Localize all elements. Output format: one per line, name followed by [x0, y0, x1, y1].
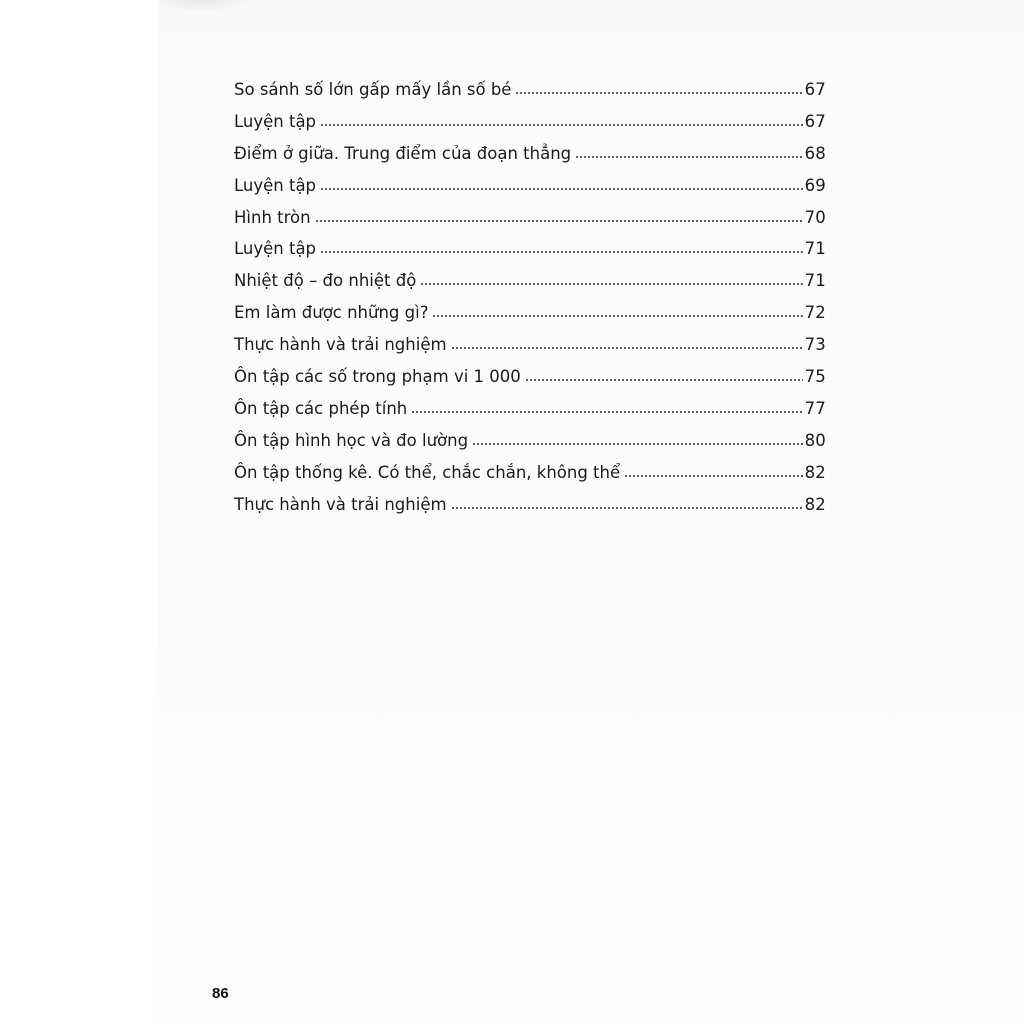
- toc-entry: [234, 74, 826, 106]
- toc-entry: [234, 457, 826, 489]
- toc-entry-title: Thực hành và trải nghiệm: [234, 494, 447, 514]
- dot-leader: [320, 188, 803, 190]
- page-number: 86: [212, 985, 229, 1002]
- toc-entry-title: Ôn tập hình học và đo lường: [234, 430, 469, 450]
- toc-entry-title: Điểm ở giữa. Trung điểm của đoạn thẳng: [234, 143, 572, 163]
- dot-leader: [320, 124, 803, 126]
- toc-entry-page-number: 67: [804, 111, 826, 131]
- dot-leader: [624, 475, 802, 477]
- toc-entry-page-number: 71: [804, 271, 826, 291]
- toc-entry: [234, 425, 826, 457]
- toc-entry-page-number: 73: [804, 335, 826, 355]
- toc-entry-title: Thực hành và trải nghiệm: [234, 335, 447, 355]
- toc-entry-page-number: 67: [804, 80, 826, 99]
- toc-entry: [234, 170, 826, 202]
- toc-entry-page-number: 71: [804, 239, 826, 259]
- toc-entry-title: Ôn tập các số trong phạm vi 1 000: [234, 367, 521, 387]
- page-corner-shadow: [158, 0, 248, 12]
- dot-leader: [315, 220, 803, 222]
- dot-leader: [472, 443, 803, 445]
- toc-entry-page-number: 82: [804, 462, 826, 482]
- toc-entry: [234, 265, 826, 297]
- toc-entry-title: Em làm được những gì?: [234, 303, 429, 323]
- toc-entry-page-number: 77: [804, 398, 826, 418]
- dot-leader: [432, 315, 802, 317]
- toc-entry-title: Luyện tập: [234, 175, 317, 195]
- toc-entry: [234, 233, 826, 265]
- toc-entry: [234, 489, 826, 521]
- toc-entry: [234, 297, 826, 329]
- toc-entry: [234, 361, 826, 393]
- toc-entry-page-number: 80: [804, 430, 826, 450]
- toc-entry-title: Luyện tập: [234, 111, 317, 131]
- toc-entry-title: Ôn tập thống kê. Có thể, chắc chắn, không thể: [234, 462, 621, 482]
- toc-entry-page-number: 75: [804, 367, 826, 387]
- dot-leader: [575, 156, 802, 158]
- page-margin-background: [0, 0, 158, 1024]
- dot-leader: [320, 251, 803, 253]
- toc-entry: [234, 202, 826, 234]
- dot-leader: [420, 283, 802, 285]
- toc-entry: [234, 138, 826, 170]
- toc-entry-page-number: 68: [804, 143, 826, 163]
- table-of-contents: [234, 74, 826, 520]
- toc-entry: [234, 106, 826, 138]
- toc-entry-title: So sánh số lớn gấp mấy lần số bé: [234, 80, 512, 99]
- toc-entry: [234, 329, 826, 361]
- toc-entry-title: Ôn tập các phép tính: [234, 398, 408, 418]
- dot-leader: [451, 507, 803, 509]
- dot-leader: [515, 92, 802, 94]
- dot-leader: [451, 347, 803, 349]
- toc-entry-title: Luyện tập: [234, 239, 317, 259]
- toc-entry-title: Nhiệt độ – đo nhiệt độ: [234, 271, 417, 291]
- dot-leader: [525, 379, 803, 381]
- toc-entry-title: Hình tròn: [234, 207, 311, 227]
- toc-entry-page-number: 72: [804, 303, 826, 323]
- toc-entry-page-number: 69: [804, 175, 826, 195]
- dot-leader: [411, 411, 802, 413]
- toc-entry-page-number: 82: [804, 494, 826, 514]
- toc-entry-page-number: 70: [804, 207, 826, 227]
- toc-entry: [234, 393, 826, 425]
